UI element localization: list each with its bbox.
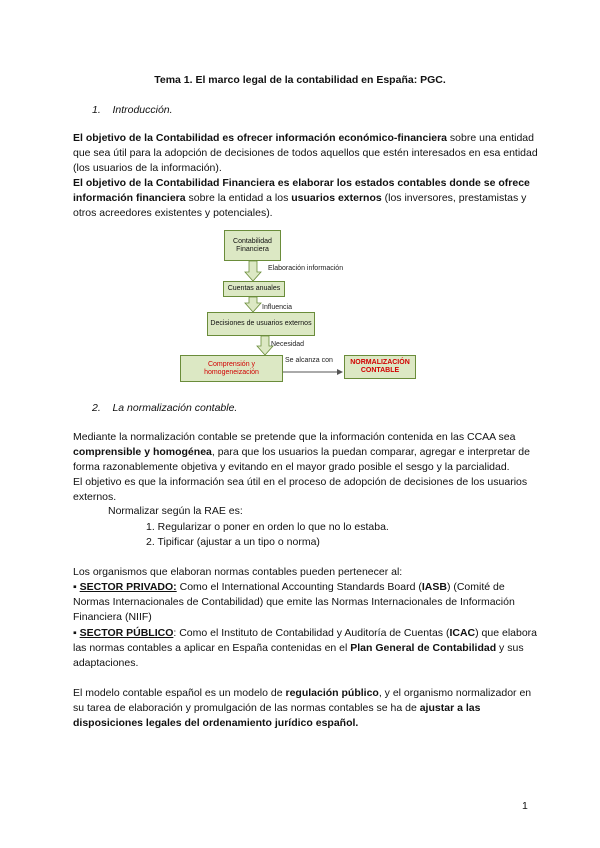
rae-definition-heading: Normalizar según la RAE es: [108,505,243,517]
text: , y el organismo normalizador en su tarea de elaboración y promulgación de las normas contables se ha de [73,687,532,714]
section-heading-normalizacion [92,402,237,414]
bold-text: regulación público [285,687,379,699]
text: Mediante la normalización contable se pretende que la información contenida en las CCAA sea [73,431,516,443]
diagram-label-necesidad: Necesidad [271,341,305,348]
page-title: Tema 1. El marco legal de la contabilidad en España: PGC. [154,74,446,86]
text: El modelo contable español es un modelo de [73,687,286,699]
rae-item-2: 2. Tipificar (ajustar a un tipo o norma) [146,536,320,548]
bold-text: IASB [421,581,447,593]
sector-privado-label: SECTOR PRIVADO: [79,581,177,593]
diagram-box-contabilidad-financiera: Contabilidad Financiera [224,230,281,261]
bold-text: Plan General de Contabilidad [350,642,497,654]
text: (los inversores, prestamistas y otros acreedores existentes y potenciales). [73,192,527,219]
section-title: La normalización contable. [112,402,238,414]
objetivo-paragraph: El objetivo es que la información sea útil en el proceso de adopción de decisiones de los usuarios externos. [73,476,528,503]
sector-publico-label: SECTOR PÚBLICO [79,627,174,639]
arrow-down-1 [245,261,261,281]
modelo-paragraph [73,686,543,731]
sector-privado-paragraph: ▪ SECTOR PRIVADO: Como el International Accounting Standards Board (IASB) (Comité de Normas Internacionales de Contabilidad) que emite las Normas Internacionales de Información Financiera (NIIF) [73,581,515,623]
section-title: Introducción. [112,104,173,116]
bold-text: ajustar a las disposiciones legales del ordenamiento jurídico español. [73,702,481,729]
page-number: 1 [522,800,528,812]
section-number: 2. [92,402,101,414]
bold-text: usuarios externos [291,192,382,204]
bold-text: ICAC [449,627,476,639]
diagram-box-normalizacion: NORMALIZACIÓN CONTABLE [344,355,416,379]
section-number: 1. [92,104,101,116]
bold-text: El objetivo de la Contabilidad Financiera es elaborar los estados contables donde se ofrece información financiera [73,177,530,204]
text: Como el International Accounting Standards Board ( [176,581,422,593]
text: , para que los usuarios la puedan comparar, agregar e interpretar de forma razonablemente objetiva y evitando en el mayor grado posible el sesgo y la parcialidad. [73,446,530,473]
diagram-box-cuentas-anuales: Cuentas anuales [223,281,285,297]
text: ) que elabora las normas contables a aplicar en España contenidas en el [73,627,538,654]
diagram-box-decisiones: Decisiones de usuarios externos [207,312,315,336]
rae-item-1: 1. Regularizar o poner en orden lo que no lo estaba. [146,521,389,533]
bold-text: comprensible y homogénea [73,446,212,458]
diagram-box-comprension: Comprensión y homogeneización [180,355,283,382]
arrow-down-2 [245,297,261,312]
bold-text: El objetivo de la Contabilidad es ofrecer información económico-financiera [73,132,447,144]
text: : Como el Instituto de Contabilidad y Auditoría de Cuentas ( [173,627,450,639]
diagram-label-elaboracion: Elaboración información [268,265,344,272]
normalizacion-paragraph [73,430,543,475]
text: sobre una entidad que sea útil para la adopción de decisiones de todos aquellos que estén interesados en esa entidad (los usuarios de la información). [73,132,538,174]
text: sobre la entidad a los [185,192,292,204]
sector-publico-paragraph: ▪ SECTOR PÚBLICO: Como el Instituto de Contabilidad y Auditoría de Cuentas (ICAC) que elabora las normas contables a aplicar en España contenidas en el Plan General de Contabilidad y sus adaptaciones. [73,627,538,669]
text: y sus adaptaciones. [73,642,524,669]
text: ) (Comité de Normas Internacionales de Contabilidad) que emite las Normas Internacionales de Información Financiera (NIIF) [73,581,515,623]
organismos-intro: Los organismos que elaboran normas contables pueden pertenecer al: [73,566,403,578]
diagram-label-se-alcanza: Se alcanza con [285,357,333,364]
diagram-label-influencia: Influencia [262,304,292,311]
